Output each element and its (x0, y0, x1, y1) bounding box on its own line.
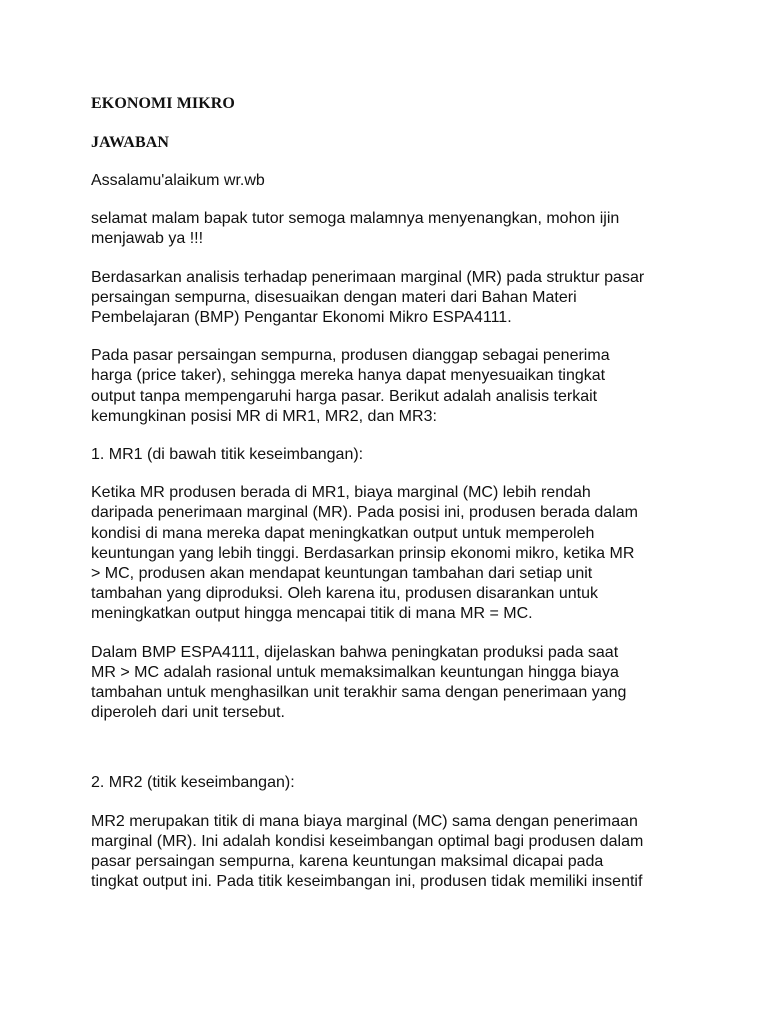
text-line: Assalamu'alaikum wr.wb (91, 172, 265, 189)
text-line: keuntungan yang lebih tinggi. Berdasarkan prinsip ekonomi mikro, ketika MR (91, 544, 635, 562)
text-line: tingkat output ini. Pada titik keseimbangan ini, produsen tidak memiliki insentif (91, 873, 643, 891)
text-line: persaingan sempurna, disesuaikan dengan materi dari Bahan Materi (91, 288, 577, 306)
text-line: marginal (MR). Ini adalah kondisi keseimbangan optimal bagi produsen dalam (91, 832, 644, 850)
text-line: harga (price taker), sehingga mereka hanya dapat menyesuaikan tingkat (91, 367, 606, 385)
text-line: Ketika MR produsen berada di MR1, biaya marginal (MC) lebih rendah (91, 484, 591, 502)
text-line: selamat malam bapak tutor semoga malamnya menyenangkan, mohon ijin (91, 210, 620, 228)
text-line: output tanpa mempengaruhi harga pasar. Berikut adalah analisis terkait (91, 387, 598, 405)
text-line: kondisi di mana mereka dapat meningkatkan output untuk memperoleh (91, 524, 595, 542)
paragraph-intro (91, 209, 691, 249)
document-content (91, 94, 691, 892)
text-line: > MC, produsen akan mendapat keuntungan tambahan dari setiap unit (91, 565, 593, 583)
text-line: Dalam BMP ESPA4111, dijelaskan bahwa peningkatan produksi pada saat (91, 643, 619, 661)
text-line: menjawab ya !!! (91, 230, 204, 248)
text-line: pasar persaingan sempurna, karena keuntungan maksimal dicapai pada (91, 853, 604, 871)
text-line: meningkatkan output hingga mencapai titik di mana MR = MC. (91, 605, 533, 623)
paragraph-bmp-explanation (91, 643, 691, 724)
section-heading-mr1 (91, 445, 691, 465)
document-subtitle: JAWABAN (91, 134, 170, 151)
text-line: tambahan untuk menghasilkan unit terakhir sama dengan penerimaan yang (91, 684, 627, 702)
text-line: 2. MR2 (titik keseimbangan): (91, 774, 295, 792)
text-line: Pembelajaran (BMP) Pengantar Ekonomi Mikro ESPA4111. (91, 309, 512, 327)
text-line: daripada penerimaan marginal (MR). Pada posisi ini, produsen berada dalam (91, 504, 638, 522)
text-line: Berdasarkan analisis terhadap penerimaan marginal (MR) pada struktur pasar (91, 268, 645, 286)
document-title: EKONOMI MIKRO (91, 95, 235, 112)
text-line: kemungkinan posisi MR di MR1, MR2, dan MR3: (91, 407, 437, 425)
paragraph-mr2-explanation (91, 812, 691, 893)
paragraph-analysis-intro (91, 268, 691, 329)
paragraph-perfect-competition (91, 346, 691, 427)
text-line: MR2 merupakan titik di mana biaya marginal (MC) sama dengan penerimaan (91, 812, 638, 830)
section-heading-mr2 (91, 773, 691, 793)
text-line: Pada pasar persaingan sempurna, produsen dianggap sebagai penerima (91, 347, 610, 365)
paragraph-greeting (91, 171, 691, 191)
text-line: 1. MR1 (di bawah titik keseimbangan): (91, 446, 364, 464)
text-line: diperoleh dari unit tersebut. (91, 704, 285, 722)
paragraph-mr1-explanation (91, 483, 691, 624)
text-line: tambahan yang diproduksi. Oleh karena itu, produsen disarankan untuk (91, 585, 598, 603)
text-line: MR > MC adalah rasional untuk memaksimalkan keuntungan hingga biaya (91, 663, 619, 681)
